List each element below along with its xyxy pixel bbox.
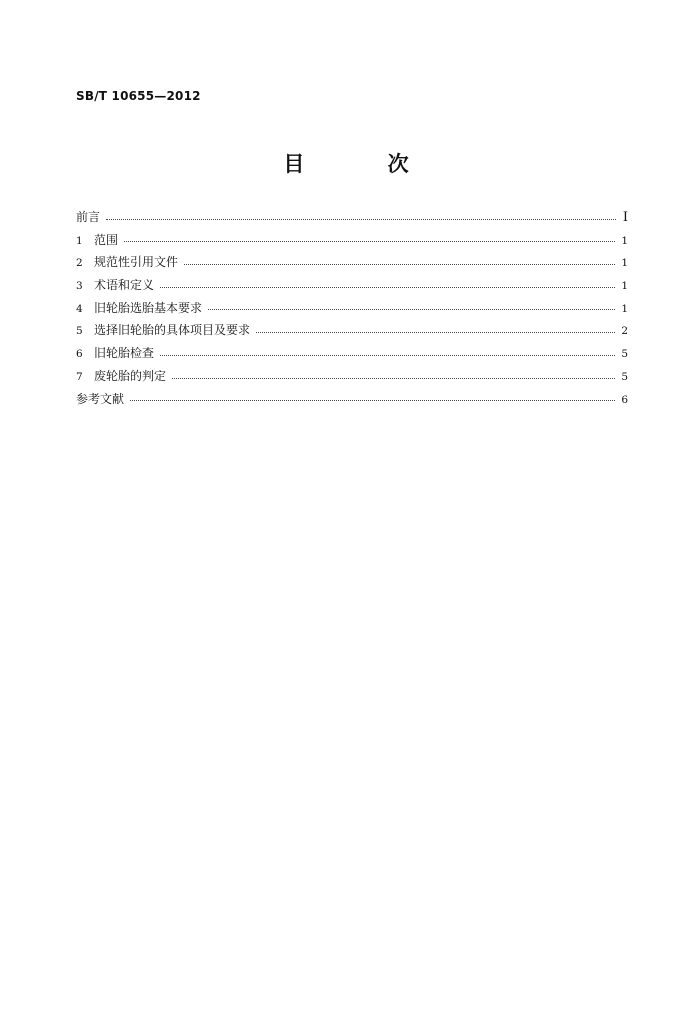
toc-title: 目 次 [283,152,447,176]
toc-dot-leader [184,264,615,265]
toc-entry-basic-requirements[interactable] [76,297,628,320]
toc-entry-label: 旧轮胎选胎基本要求 [94,300,203,315]
toc-dot-leader [106,219,616,220]
toc-entry-bibliography[interactable] [76,388,628,411]
toc-entry-foreword[interactable] [76,206,628,229]
toc-entry-page: 5 [621,370,628,383]
toc-entry-number: 6 [76,348,83,361]
toc-entry-terms-definitions[interactable] [76,274,628,297]
toc-entry-number: 3 [76,280,83,293]
standard-code: SB/T 10655—2012 [76,89,201,103]
toc-entry-page: 5 [621,348,628,361]
toc-dot-leader [208,309,615,310]
toc-dot-leader [256,332,615,333]
toc-entry-page: Ⅰ [622,210,628,225]
toc-entry-page: 2 [621,325,628,338]
toc-entry-page: 1 [621,257,628,270]
toc-entry-label: 术语和定义 [94,278,155,293]
toc-dot-leader [160,287,615,288]
toc-entry-page: 1 [621,280,628,293]
toc-entry-label: 范围 [94,232,119,247]
toc-entry-label: 前言 [76,210,101,224]
toc-entry-label: 旧轮胎检查 [94,346,155,361]
toc-entry-page: 1 [621,302,628,315]
toc-entry-label: 选择旧轮胎的具体项目及要求 [94,323,251,338]
toc-entry-number: 4 [76,302,83,315]
toc-entry-number: 7 [76,370,83,383]
toc-entry-specific-items[interactable] [76,319,628,342]
toc-dot-leader [124,241,615,242]
toc-entry-number: 5 [76,325,83,338]
toc-entry-normative-references[interactable] [76,251,628,274]
toc-entry-label: 废轮胎的判定 [94,368,167,383]
toc-entry-inspection[interactable] [76,342,628,365]
toc-entry-number: 2 [76,257,83,270]
toc-dot-leader [130,400,615,401]
toc-entry-page: 6 [621,393,628,406]
toc-entry-label: 参考文献 [76,391,125,406]
table-of-contents [76,206,628,410]
toc-entry-scrap-determination[interactable] [76,365,628,388]
toc-entry-number: 1 [76,234,83,247]
toc-entry-label: 规范性引用文件 [94,255,179,270]
toc-dot-leader [172,378,615,379]
toc-entry-scope[interactable] [76,229,628,252]
toc-entry-page: 1 [621,234,628,247]
toc-dot-leader [160,355,615,356]
